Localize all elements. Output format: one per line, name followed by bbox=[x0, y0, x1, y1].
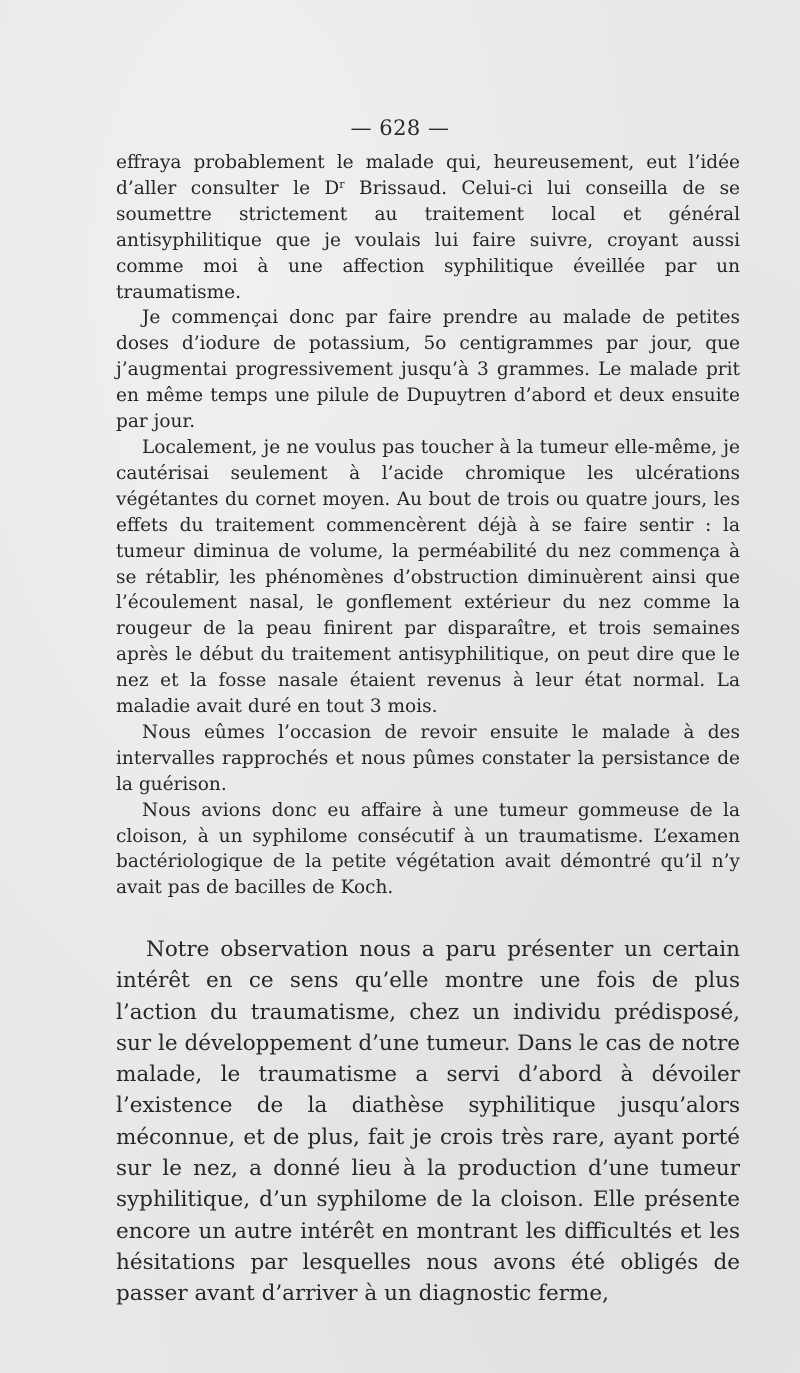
paragraph: Nous eûmes l’occasion de revoir ensuite le malade à des intervalles rapprochés et nous pûmes constater la persistance de la guérison. bbox=[116, 721, 740, 795]
paragraph: Notre observation nous a paru présenter un certain intérêt en ce sens qu’elle montre une fois de plus l’action du traumatisme, chez un individu prédisposé, sur le développement d’une tumeur. Dans le cas de notre malade, le traumatisme a servi d’abord à dévoiler l’existence de la diathèse syphilitique jusqu’alors méconnue, et de plus, fait je crois très rare, ayant porté sur le nez, a donné lieu à la production d’une tumeur syphilitique, d’un syphilome de la cloison. Elle présente encore un autre intérêt en montrant les difficultés et les hésitations par lesquelles nous avons été obligés de passer avant d’arriver à un diagnostic ferme, bbox=[116, 937, 740, 1307]
paragraph: Nous avions donc eu affaire à une tumeur gommeuse de la cloison, à un syphilome consécutif à un traumatisme. L’examen bactériologique de la petite végétation avait démontré qu’il n’y avait pas de bacilles de Koch. bbox=[116, 799, 740, 899]
body-text-large bbox=[116, 934, 740, 1310]
paragraph: Je commençai donc par faire prendre au malade de petites doses d’iodure de potassium, 5o centigrammes par jour, que j’augmentai progressivement jusqu’à 3 grammes. Le malade prit en même temps une pilule de Dupuytren d’abord et deux ensuite par jour. bbox=[116, 307, 740, 433]
page-number: — 628 — bbox=[350, 116, 450, 140]
paragraph: Localement, je ne voulus pas toucher à la tumeur elle-même, je cautérisai seulement à l’acide chromique les ulcérations végétantes du cornet moyen. Au bout de trois ou quatre jours, les effets du traitement commencèrent déjà à se faire sentir : la tumeur diminua de volume, la perméabilité du nez commença à se rétablir, les phénomènes d’obstruction diminuèrent ainsi que l’écoulement nasal, le gonflement extérieur du nez comme la rougeur de la peau finirent par disparaître, et trois semaines après le début du traitement antisyphilitique, on peut dire que le nez et la fosse nasale étaient revenus à leur état normal. La maladie avait duré en tout 3 mois. bbox=[116, 436, 740, 718]
superscript-title: r bbox=[339, 177, 345, 191]
paragraph-text: Brissaud. Celui-ci lui conseilla de se soumettre strictement au traitement local et général antisyphilitique que je voulais lui faire suivre, croyant aussi comme moi à une affection syphilitique éveillée par un traumatisme. bbox=[116, 177, 741, 303]
paragraph-continuation bbox=[116, 150, 740, 305]
body-text-small bbox=[116, 150, 740, 901]
paragraph-text: effraya probablement le malade qui, heureusement, eut l’idée d’aller consulter le D bbox=[116, 152, 740, 199]
